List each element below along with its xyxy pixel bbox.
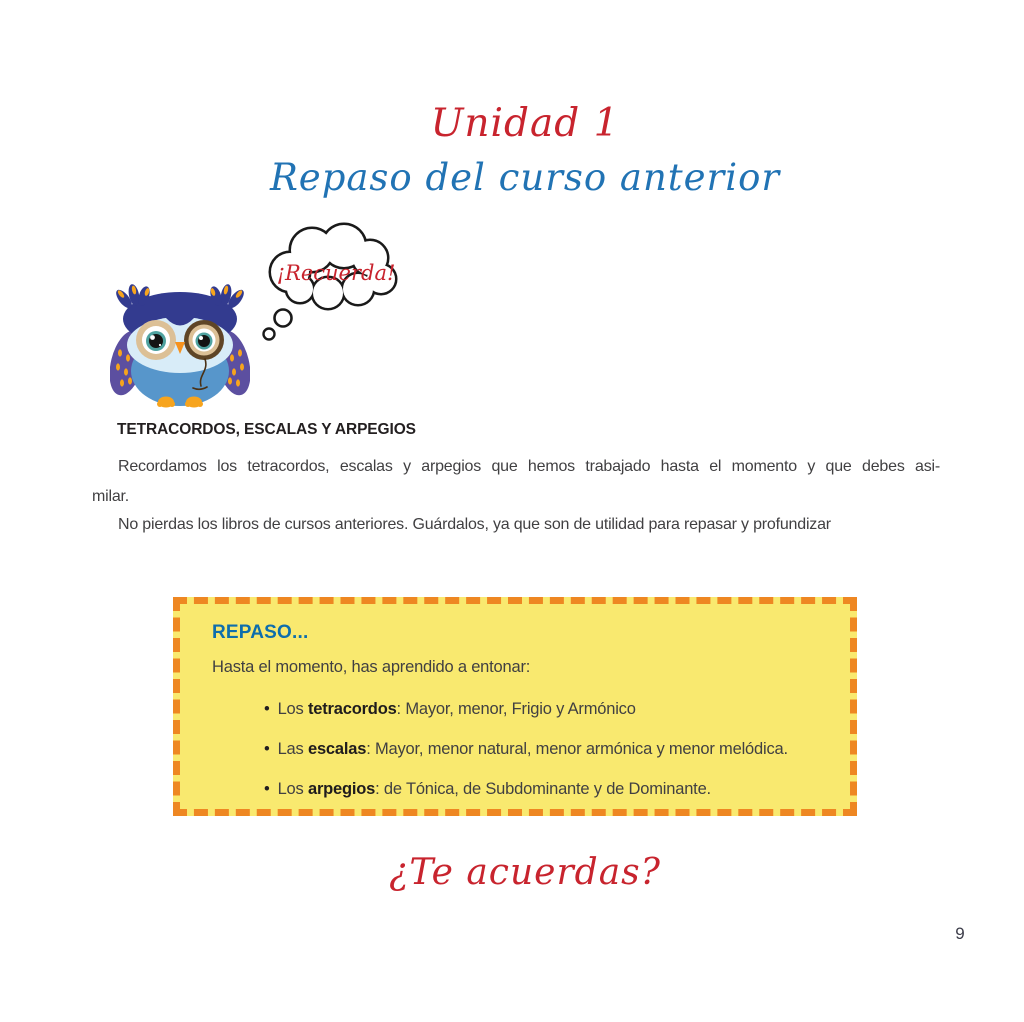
- paragraph-intro-line2: milar.: [92, 488, 130, 505]
- page-number: 9: [955, 924, 965, 943]
- review-list: [264, 698, 822, 800]
- bubble-text: ¡Recuerda!: [276, 261, 396, 285]
- paragraph-intro: [92, 452, 940, 512]
- paragraph-advice: No pierdas los libros de cursos anteriores. Guárdalos, ya que son de utilidad para repasar y profundizar: [118, 516, 831, 533]
- unit-title: Unidad 1: [430, 101, 620, 146]
- owl-mascot-icon: [110, 283, 250, 408]
- review-box-title: REPASO...: [212, 622, 309, 643]
- bullet-icon: •: [264, 700, 270, 718]
- review-box-intro: Hasta el momento, has aprendido a entonar:: [212, 658, 531, 676]
- bullet-icon: •: [264, 780, 270, 798]
- paragraph-intro-line1: Recordamos los tetracordos, escalas y arpegios que hemos trabajado hasta el momento y que debes asi-: [118, 458, 940, 475]
- review-box: [173, 597, 857, 816]
- list-item: • Los arpegios: de Tónica, de Subdominante y de Dominante.: [264, 780, 711, 798]
- thought-bubble-icon: [252, 222, 404, 347]
- section-heading: TETRACORDOS, ESCALAS Y ARPEGIOS: [117, 421, 416, 438]
- unit-subtitle: Repaso del curso anterior: [269, 156, 781, 199]
- closing-question: ¿Te acuerdas?: [389, 852, 661, 893]
- list-item: • Los tetracordos: Mayor, menor, Frigio y Armónico: [264, 700, 636, 718]
- bullet-icon: •: [264, 740, 270, 758]
- list-item: • Las escalas: Mayor, menor natural, menor armónica y menor melódica.: [264, 740, 788, 758]
